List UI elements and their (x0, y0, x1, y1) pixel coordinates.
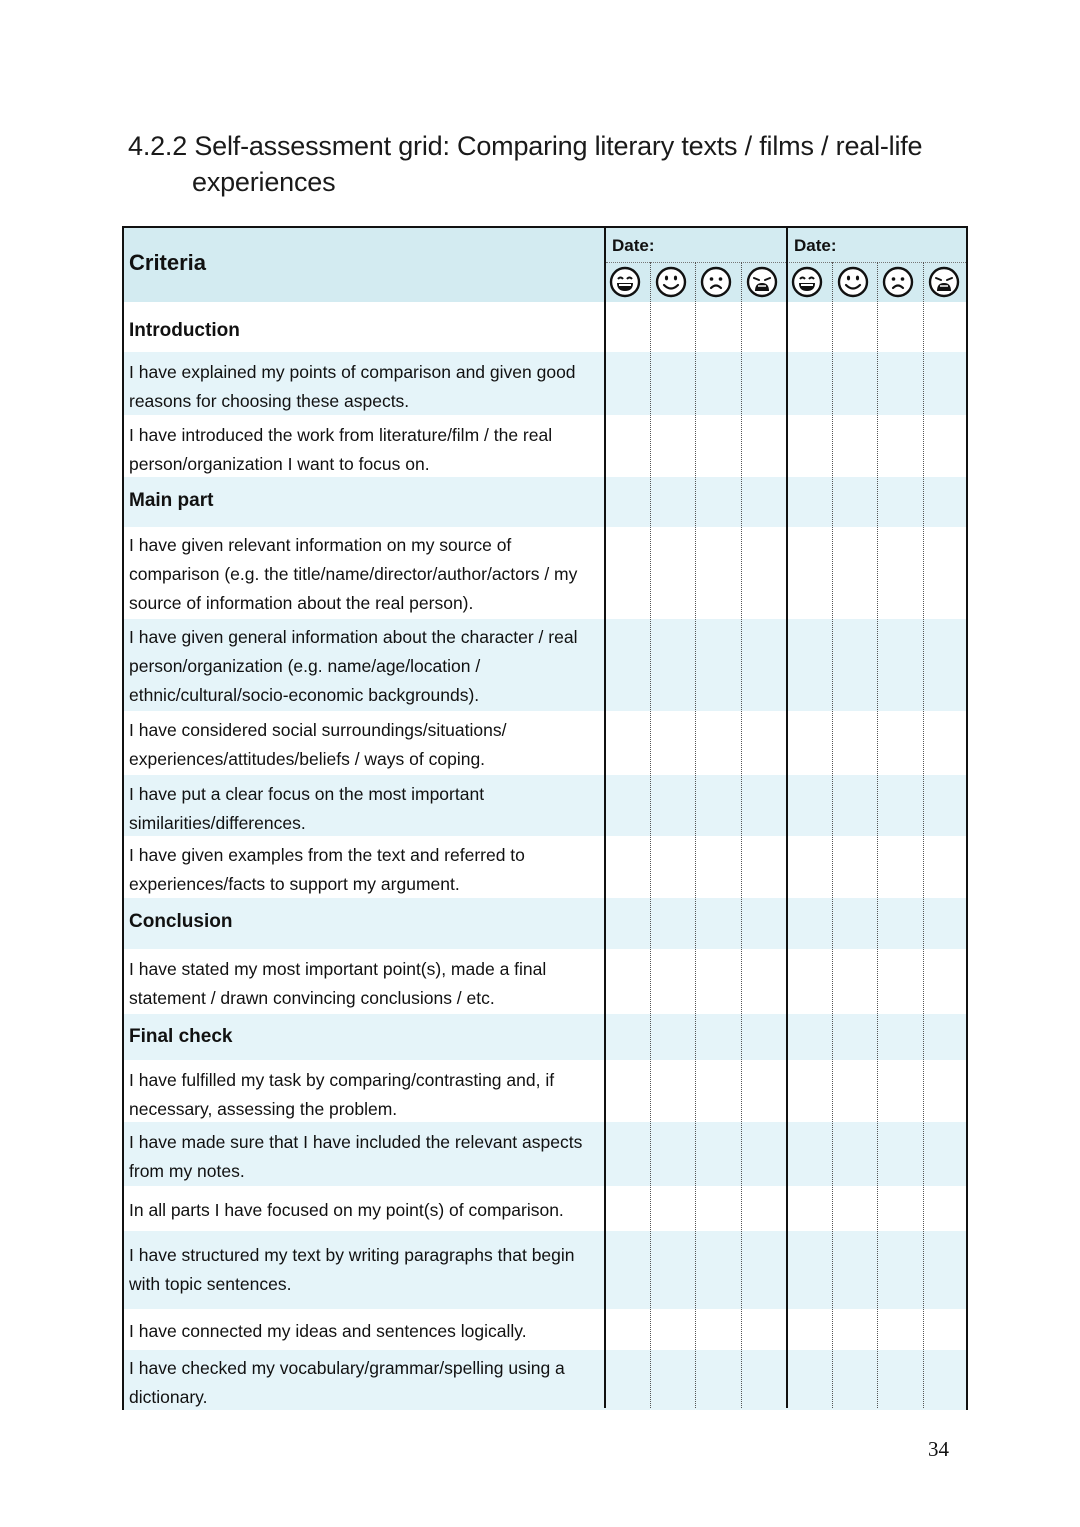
page-title-line2: experiences (192, 167, 336, 197)
rating-cell[interactable] (834, 1309, 879, 1350)
column-divider (604, 228, 606, 1408)
rating-cell[interactable] (788, 1231, 833, 1309)
rating-cell[interactable] (834, 898, 879, 949)
rating-cell[interactable] (834, 836, 879, 898)
rating-cell[interactable] (606, 1231, 651, 1309)
rating-cell[interactable] (652, 352, 697, 415)
rating-cell[interactable] (743, 711, 788, 775)
rating-cell[interactable] (788, 619, 833, 711)
rating-cell[interactable] (834, 415, 879, 477)
frowning-face-icon (882, 266, 914, 298)
rating-cell[interactable] (788, 527, 833, 619)
rating-cell[interactable] (788, 1060, 833, 1122)
rating-cell[interactable] (652, 898, 697, 949)
rating-cell[interactable] (652, 477, 697, 527)
criterion-row (124, 619, 966, 711)
section-row (124, 1014, 966, 1060)
rating-cell[interactable] (788, 711, 833, 775)
criterion-text: In all parts I have focused on my point(s) of comparison. (129, 1200, 564, 1220)
rating-cell[interactable] (834, 711, 879, 775)
criterion-text: I have given relevant information on my source of comparison (e.g. the title/name/director/author/actors / my source of information about the real person). (129, 535, 578, 613)
rating-cell[interactable] (788, 415, 833, 477)
rating-cell[interactable] (606, 527, 651, 619)
rating-cell[interactable] (879, 1309, 924, 1350)
rating-cell[interactable] (697, 1186, 742, 1231)
rating-cell[interactable] (606, 1014, 651, 1060)
criterion-text: I have structured my text by writing paragraphs that begin with topic sentences. (129, 1245, 575, 1294)
criterion-row (124, 1122, 966, 1186)
rating-cell[interactable] (697, 1309, 742, 1350)
rating-cell[interactable] (652, 619, 697, 711)
rating-cell[interactable] (606, 1060, 651, 1122)
rating-cell[interactable] (925, 1231, 970, 1309)
rating-cell[interactable] (879, 527, 924, 619)
rating-cell[interactable] (652, 415, 697, 477)
rating-cell[interactable] (743, 1350, 788, 1410)
rating-cell[interactable] (925, 1122, 970, 1186)
date-label-2: Date: (794, 236, 837, 255)
rating-cell[interactable] (879, 1014, 924, 1060)
rating-cell[interactable] (606, 711, 651, 775)
rating-cell[interactable] (743, 949, 788, 1014)
rating-cell[interactable] (606, 415, 651, 477)
criterion-row (124, 775, 966, 836)
rating-cell[interactable] (652, 836, 697, 898)
rating-cell[interactable] (652, 1186, 697, 1231)
rating-cell[interactable] (879, 898, 924, 949)
rating-cell[interactable] (743, 527, 788, 619)
rating-cell[interactable] (925, 619, 970, 711)
rating-cell[interactable] (879, 1186, 924, 1231)
rating-cell[interactable] (834, 1122, 879, 1186)
rating-cell[interactable] (879, 352, 924, 415)
rating-cell[interactable] (697, 1350, 742, 1410)
rating-cell[interactable] (743, 1014, 788, 1060)
rating-cell[interactable] (879, 477, 924, 527)
rating-cell[interactable] (788, 1186, 833, 1231)
rating-cell[interactable] (652, 949, 697, 1014)
rating-cell[interactable] (925, 415, 970, 477)
rating-cell[interactable] (788, 775, 833, 836)
page-title (128, 128, 958, 200)
rating-cell[interactable] (834, 1060, 879, 1122)
rating-cell[interactable] (606, 1186, 651, 1231)
smiling-face-icon (837, 266, 869, 298)
rating-cell[interactable] (697, 949, 742, 1014)
rating-cell[interactable] (834, 949, 879, 1014)
rating-cell[interactable] (697, 352, 742, 415)
rating-cell[interactable] (925, 527, 970, 619)
rating-cell[interactable] (925, 711, 970, 775)
rating-cell[interactable] (697, 775, 742, 836)
criterion-text: I have made sure that I have included the relevant aspects from my notes. (129, 1132, 583, 1181)
grinning-face-icon (609, 266, 641, 298)
rating-cell[interactable] (879, 1350, 924, 1410)
rating-cell[interactable] (879, 1231, 924, 1309)
rating-cell[interactable] (788, 949, 833, 1014)
rating-cell[interactable] (925, 477, 970, 527)
section-heading: Conclusion (129, 911, 233, 932)
criterion-text: I have given examples from the text and referred to experiences/facts to support my argument. (129, 845, 525, 894)
rating-cell[interactable] (606, 477, 651, 527)
weary-face-icon (928, 266, 960, 298)
rating-cell[interactable] (606, 898, 651, 949)
rating-cell[interactable] (879, 302, 924, 352)
rating-column-divider (832, 262, 833, 1408)
rating-cell[interactable] (879, 775, 924, 836)
rating-cell[interactable] (743, 1122, 788, 1186)
section-row (124, 302, 966, 352)
rating-cell[interactable] (879, 711, 924, 775)
rating-cell[interactable] (697, 836, 742, 898)
rating-cell[interactable] (697, 415, 742, 477)
criteria-header: Criteria (129, 250, 207, 275)
rating-cell[interactable] (652, 711, 697, 775)
rating-cell[interactable] (788, 836, 833, 898)
rating-cell[interactable] (606, 836, 651, 898)
rating-column-divider (923, 262, 924, 1408)
rating-cell[interactable] (925, 1186, 970, 1231)
rating-cell[interactable] (652, 1231, 697, 1309)
rating-column-divider (741, 262, 742, 1408)
page-title-line1: 4.2.2 Self-assessment grid: Comparing literary texts / films / real-life (128, 131, 923, 161)
rating-cell[interactable] (925, 836, 970, 898)
rating-cell[interactable] (606, 619, 651, 711)
criterion-text: I have connected my ideas and sentences logically. (129, 1321, 527, 1341)
rating-cell[interactable] (834, 527, 879, 619)
rating-cell[interactable] (697, 527, 742, 619)
rating-cell[interactable] (743, 302, 788, 352)
rating-cell[interactable] (697, 898, 742, 949)
rating-cell[interactable] (652, 527, 697, 619)
rating-cell[interactable] (925, 1014, 970, 1060)
criterion-row (124, 1309, 966, 1350)
rating-cell[interactable] (697, 1231, 742, 1309)
rating-cell[interactable] (743, 1231, 788, 1309)
rating-cell[interactable] (788, 898, 833, 949)
criterion-text: I have fulfilled my task by comparing/contrasting and, if necessary, assessing the problem. (129, 1070, 555, 1119)
rating-cell[interactable] (652, 302, 697, 352)
section-heading: Introduction (129, 320, 240, 341)
section-heading: Main part (129, 490, 214, 511)
rating-cell[interactable] (743, 619, 788, 711)
rating-cell[interactable] (652, 1309, 697, 1350)
rating-cell[interactable] (697, 1060, 742, 1122)
criterion-row (124, 1231, 966, 1309)
criterion-row (124, 1186, 966, 1231)
rating-cell[interactable] (606, 1350, 651, 1410)
criterion-row (124, 949, 966, 1014)
rating-cell[interactable] (652, 1350, 697, 1410)
rating-cell[interactable] (743, 836, 788, 898)
criterion-text: I have checked my vocabulary/grammar/spelling using a dictionary. (129, 1358, 565, 1407)
section-heading: Final check (129, 1026, 233, 1047)
rating-cell[interactable] (834, 1231, 879, 1309)
rating-cell[interactable] (697, 711, 742, 775)
rating-cell[interactable] (925, 949, 970, 1014)
rating-cell[interactable] (697, 477, 742, 527)
rating-cell[interactable] (925, 1060, 970, 1122)
criterion-row (124, 415, 966, 477)
rating-cell[interactable] (834, 1350, 879, 1410)
section-row (124, 477, 966, 527)
rating-cell[interactable] (697, 1122, 742, 1186)
self-assessment-grid (122, 226, 968, 1410)
rating-cell[interactable] (925, 1350, 970, 1410)
rating-cell[interactable] (652, 775, 697, 836)
rating-cell[interactable] (879, 836, 924, 898)
criterion-text: I have explained my points of comparison and given good reasons for choosing these aspects. (129, 362, 576, 411)
criterion-row (124, 836, 966, 898)
rating-cell[interactable] (606, 775, 651, 836)
criterion-text: I have given general information about the character / real person/organization (e.g. name/age/location / ethnic/cultural/socio-economic backgrounds). (129, 627, 578, 705)
criterion-text: I have stated my most important point(s), made a final statement / drawn convincing conclusions / etc. (129, 959, 547, 1008)
rating-cell[interactable] (788, 477, 833, 527)
rating-column-divider (695, 262, 696, 1408)
criterion-row (124, 711, 966, 775)
rating-cell[interactable] (743, 477, 788, 527)
grid-header (124, 228, 966, 302)
rating-cell[interactable] (925, 352, 970, 415)
smiling-face-icon (655, 266, 687, 298)
rating-cell[interactable] (606, 1309, 651, 1350)
criterion-text: I have considered social surroundings/situations/ experiences/attitudes/beliefs / ways of coping. (129, 720, 507, 769)
page-number: 34 (928, 1437, 949, 1461)
rating-cell[interactable] (606, 1122, 651, 1186)
rating-cell[interactable] (879, 415, 924, 477)
frowning-face-icon (700, 266, 732, 298)
rating-cell[interactable] (879, 619, 924, 711)
rating-cell[interactable] (788, 1122, 833, 1186)
rating-cell[interactable] (606, 302, 651, 352)
rating-cell[interactable] (879, 1060, 924, 1122)
rating-cell[interactable] (743, 1309, 788, 1350)
grinning-face-icon (791, 266, 823, 298)
weary-face-icon (746, 266, 778, 298)
rating-cell[interactable] (743, 352, 788, 415)
rating-cell[interactable] (879, 949, 924, 1014)
rating-cell[interactable] (743, 1186, 788, 1231)
rating-cell[interactable] (652, 1060, 697, 1122)
rating-cell[interactable] (834, 619, 879, 711)
rating-cell[interactable] (925, 775, 970, 836)
rating-column-divider (877, 262, 878, 1408)
rating-cell[interactable] (697, 619, 742, 711)
rating-column-divider (650, 262, 651, 1408)
rating-cell[interactable] (606, 352, 651, 415)
rating-cell[interactable] (743, 415, 788, 477)
rating-cell[interactable] (834, 1014, 879, 1060)
rating-cell[interactable] (652, 1014, 697, 1060)
date-label-1: Date: (612, 236, 655, 255)
criterion-row (124, 1060, 966, 1122)
rating-cell[interactable] (788, 1309, 833, 1350)
rating-cell[interactable] (652, 1122, 697, 1186)
rating-cell[interactable] (743, 1060, 788, 1122)
rating-cell[interactable] (606, 949, 651, 1014)
rating-cell[interactable] (697, 302, 742, 352)
column-divider (786, 228, 788, 1408)
rating-cell[interactable] (834, 1186, 879, 1231)
rating-cell[interactable] (743, 898, 788, 949)
criterion-row (124, 352, 966, 415)
rating-cell[interactable] (788, 302, 833, 352)
rating-cell[interactable] (834, 775, 879, 836)
criterion-text: I have put a clear focus on the most important similarities/differences. (129, 784, 485, 833)
rating-cell[interactable] (925, 302, 970, 352)
rating-cell[interactable] (834, 352, 879, 415)
criterion-text: I have introduced the work from literature/film / the real person/organization I want to focus on. (129, 425, 553, 474)
rating-cell[interactable] (925, 898, 970, 949)
rating-cell[interactable] (788, 1350, 833, 1410)
rating-cell[interactable] (743, 775, 788, 836)
rating-cell[interactable] (697, 1014, 742, 1060)
rating-cell[interactable] (834, 302, 879, 352)
rating-cell[interactable] (834, 477, 879, 527)
criterion-row (124, 1350, 966, 1410)
section-row (124, 898, 966, 949)
rating-cell[interactable] (925, 1309, 970, 1350)
rating-cell[interactable] (788, 1014, 833, 1060)
rating-cell[interactable] (788, 352, 833, 415)
rating-cell[interactable] (879, 1122, 924, 1186)
criterion-row (124, 527, 966, 619)
